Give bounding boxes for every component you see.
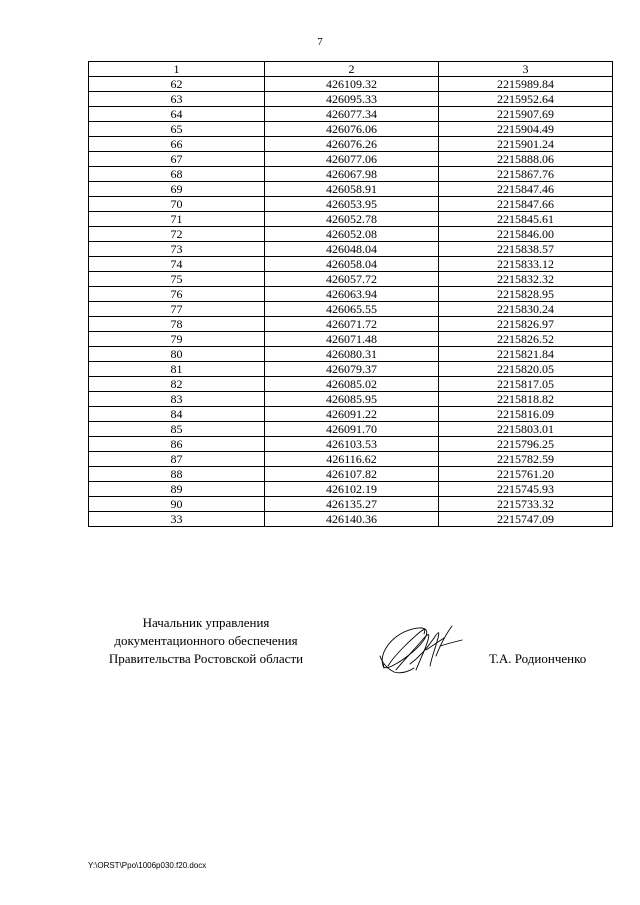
table-cell: 426080.31 bbox=[265, 347, 439, 362]
table-cell: 426103.53 bbox=[265, 437, 439, 452]
table-cell: 2215803.01 bbox=[439, 422, 613, 437]
table-cell: 2215796.25 bbox=[439, 437, 613, 452]
table-row bbox=[89, 137, 613, 152]
table-cell: 2215847.46 bbox=[439, 182, 613, 197]
table-cell: 2215745.93 bbox=[439, 482, 613, 497]
table-cell: 426135.27 bbox=[265, 497, 439, 512]
table-row bbox=[89, 257, 613, 272]
table-cell: 62 bbox=[89, 77, 265, 92]
table-cell: 83 bbox=[89, 392, 265, 407]
table-cell: 426107.82 bbox=[265, 467, 439, 482]
table-header-row bbox=[89, 62, 613, 77]
table-cell: 2215845.61 bbox=[439, 212, 613, 227]
table-cell: 426053.95 bbox=[265, 197, 439, 212]
table-cell: 426085.95 bbox=[265, 392, 439, 407]
handwritten-signature bbox=[374, 616, 464, 678]
table-row bbox=[89, 242, 613, 257]
column-header: 1 bbox=[89, 62, 265, 77]
table-cell: 90 bbox=[89, 497, 265, 512]
table-cell: 426077.34 bbox=[265, 107, 439, 122]
table-cell: 426091.22 bbox=[265, 407, 439, 422]
page-number: 7 bbox=[317, 36, 323, 48]
table-row bbox=[89, 302, 613, 317]
table-cell: 77 bbox=[89, 302, 265, 317]
table-row bbox=[89, 212, 613, 227]
table-row bbox=[89, 107, 613, 122]
table-cell: 74 bbox=[89, 257, 265, 272]
table-row bbox=[89, 227, 613, 242]
table-cell: 72 bbox=[89, 227, 265, 242]
table-cell: 426058.91 bbox=[265, 182, 439, 197]
table-cell: 426076.06 bbox=[265, 122, 439, 137]
table-cell: 76 bbox=[89, 287, 265, 302]
table-cell: 426076.26 bbox=[265, 137, 439, 152]
table-cell: 426065.55 bbox=[265, 302, 439, 317]
coordinates-table bbox=[88, 61, 613, 527]
table-cell: 84 bbox=[89, 407, 265, 422]
table-cell: 2215904.49 bbox=[439, 122, 613, 137]
table-cell: 2215901.24 bbox=[439, 137, 613, 152]
table-row bbox=[89, 407, 613, 422]
table-cell: 85 bbox=[89, 422, 265, 437]
table-cell: 2215907.69 bbox=[439, 107, 613, 122]
table-row bbox=[89, 152, 613, 167]
table-cell: 66 bbox=[89, 137, 265, 152]
table-row bbox=[89, 422, 613, 437]
table-cell: 64 bbox=[89, 107, 265, 122]
table-row bbox=[89, 92, 613, 107]
column-header: 2 bbox=[265, 62, 439, 77]
table-cell: 89 bbox=[89, 482, 265, 497]
table-cell: 426077.06 bbox=[265, 152, 439, 167]
table-cell: 2215952.64 bbox=[439, 92, 613, 107]
table-row bbox=[89, 272, 613, 287]
table-row bbox=[89, 467, 613, 482]
table-row bbox=[89, 512, 613, 527]
table-cell: 426048.04 bbox=[265, 242, 439, 257]
table-row bbox=[89, 287, 613, 302]
table-cell: 426071.48 bbox=[265, 332, 439, 347]
table-cell: 79 bbox=[89, 332, 265, 347]
table-cell: 73 bbox=[89, 242, 265, 257]
table-cell: 426052.78 bbox=[265, 212, 439, 227]
table-row bbox=[89, 122, 613, 137]
table-cell: 2215820.05 bbox=[439, 362, 613, 377]
table-cell: 2215888.06 bbox=[439, 152, 613, 167]
table-cell: 33 bbox=[89, 512, 265, 527]
table-row bbox=[89, 347, 613, 362]
table-cell: 426116.62 bbox=[265, 452, 439, 467]
table-cell: 82 bbox=[89, 377, 265, 392]
table-cell: 2215832.32 bbox=[439, 272, 613, 287]
table-cell: 2215828.95 bbox=[439, 287, 613, 302]
table-cell: 80 bbox=[89, 347, 265, 362]
table-row bbox=[89, 362, 613, 377]
table-cell: 2215761.20 bbox=[439, 467, 613, 482]
table-cell: 75 bbox=[89, 272, 265, 287]
table-cell: 426091.70 bbox=[265, 422, 439, 437]
table-cell: 426071.72 bbox=[265, 317, 439, 332]
table-row bbox=[89, 197, 613, 212]
table-cell: 88 bbox=[89, 467, 265, 482]
table-cell: 426063.94 bbox=[265, 287, 439, 302]
table-row bbox=[89, 392, 613, 407]
table-cell: 2215826.52 bbox=[439, 332, 613, 347]
table-cell: 2215847.66 bbox=[439, 197, 613, 212]
position-line: документационного обеспечения bbox=[114, 633, 298, 648]
signer-name: Т.А. Родионченко bbox=[489, 651, 587, 666]
table-cell: 426057.72 bbox=[265, 272, 439, 287]
table-cell: 2215867.76 bbox=[439, 167, 613, 182]
table-cell: 2215821.84 bbox=[439, 347, 613, 362]
table-cell: 2215733.32 bbox=[439, 497, 613, 512]
table-cell: 426102.19 bbox=[265, 482, 439, 497]
table-cell: 69 bbox=[89, 182, 265, 197]
footer-file-path: Y:\ORST\Ppo\1006p030.f20.docx bbox=[88, 861, 207, 870]
table-cell: 426085.02 bbox=[265, 377, 439, 392]
table-cell: 2215747.09 bbox=[439, 512, 613, 527]
table-cell: 2215838.57 bbox=[439, 242, 613, 257]
table-row bbox=[89, 167, 613, 182]
table-row bbox=[89, 437, 613, 452]
signature-position-block bbox=[88, 614, 324, 668]
table-row bbox=[89, 317, 613, 332]
table-cell: 2215817.05 bbox=[439, 377, 613, 392]
table-cell: 78 bbox=[89, 317, 265, 332]
table-row bbox=[89, 482, 613, 497]
table-cell: 2215833.12 bbox=[439, 257, 613, 272]
table-cell: 86 bbox=[89, 437, 265, 452]
table-cell: 87 bbox=[89, 452, 265, 467]
table-row bbox=[89, 182, 613, 197]
table-cell: 2215818.82 bbox=[439, 392, 613, 407]
table-row bbox=[89, 377, 613, 392]
table-cell: 68 bbox=[89, 167, 265, 182]
table-cell: 65 bbox=[89, 122, 265, 137]
table-cell: 67 bbox=[89, 152, 265, 167]
table-cell: 426058.04 bbox=[265, 257, 439, 272]
table-cell: 2215782.59 bbox=[439, 452, 613, 467]
position-line: Правительства Ростовской области bbox=[108, 651, 304, 666]
table-cell: 70 bbox=[89, 197, 265, 212]
table-cell: 426095.33 bbox=[265, 92, 439, 107]
table-cell: 2215826.97 bbox=[439, 317, 613, 332]
table-cell: 63 bbox=[89, 92, 265, 107]
table-row bbox=[89, 77, 613, 92]
table-cell: 426067.98 bbox=[265, 167, 439, 182]
table-cell: 2215989.84 bbox=[439, 77, 613, 92]
table-cell: 2215816.09 bbox=[439, 407, 613, 422]
table-cell: 426079.37 bbox=[265, 362, 439, 377]
column-header: 3 bbox=[439, 62, 613, 77]
table-cell: 2215830.24 bbox=[439, 302, 613, 317]
table-row bbox=[89, 452, 613, 467]
table-cell: 426052.08 bbox=[265, 227, 439, 242]
table-cell: 426140.36 bbox=[265, 512, 439, 527]
table-cell: 81 bbox=[89, 362, 265, 377]
table-cell: 2215846.00 bbox=[439, 227, 613, 242]
position-line: Начальник управления bbox=[142, 615, 270, 630]
table-cell: 426109.32 bbox=[265, 77, 439, 92]
table-cell: 71 bbox=[89, 212, 265, 227]
table-row bbox=[89, 497, 613, 512]
table-row bbox=[89, 332, 613, 347]
